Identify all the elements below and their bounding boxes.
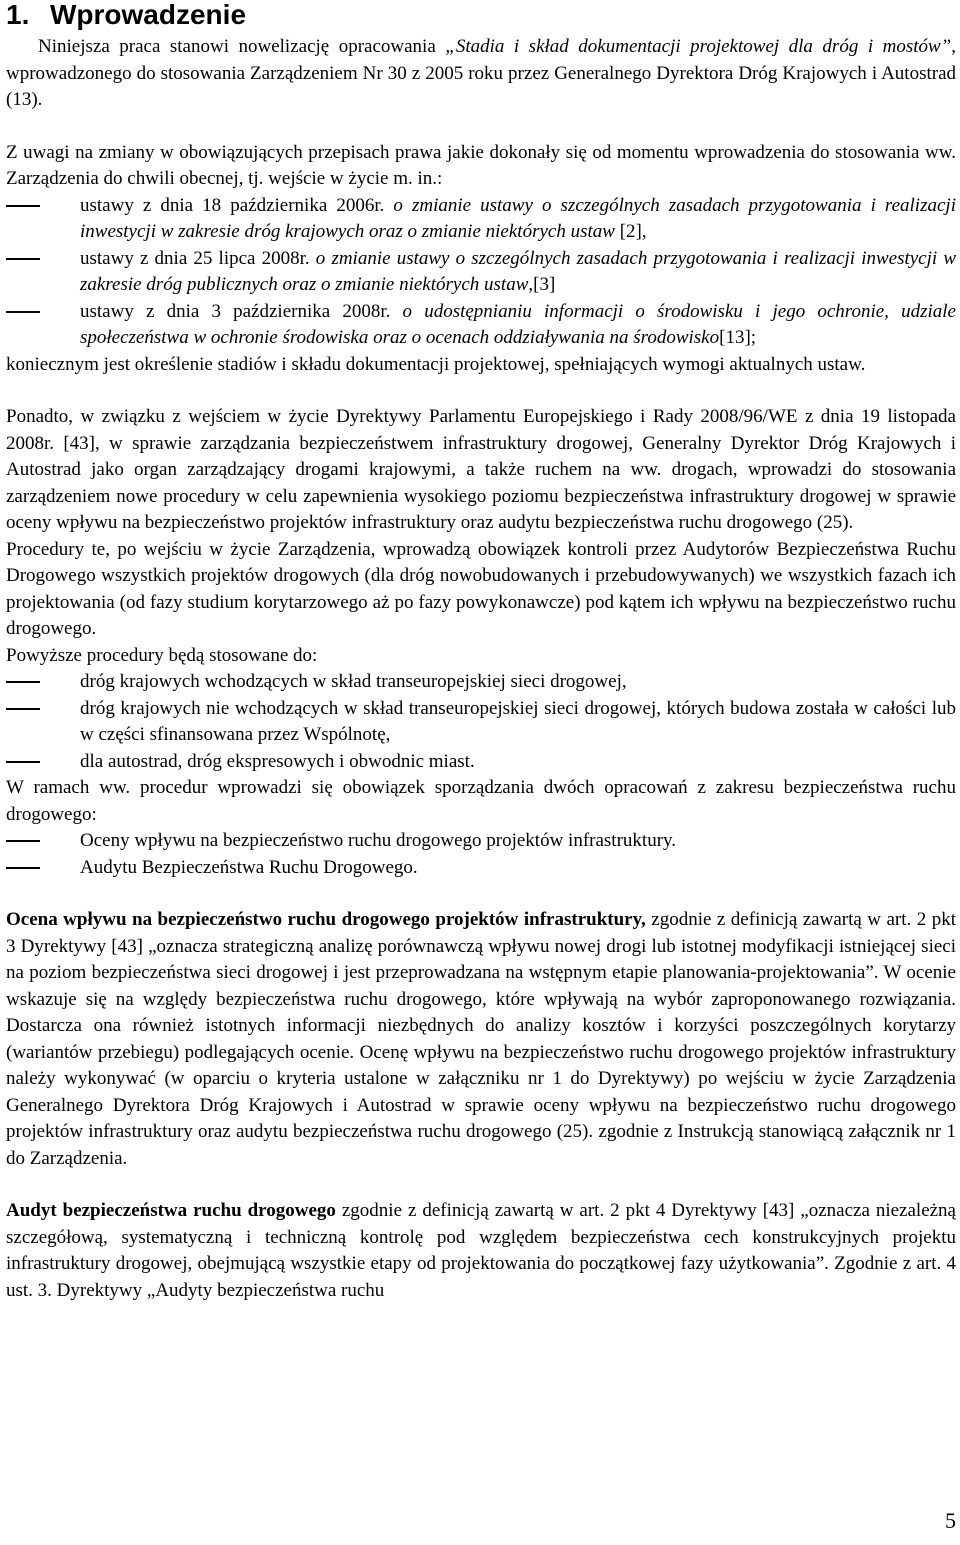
directive-paragraph-3: Powyższe procedury będą stosowane do: [6, 644, 318, 666]
laws-list [6, 193, 956, 352]
law-reference: [13]; [719, 327, 757, 348]
law-title: o zmianie ustawy o szczególnych zasadach przygotowania i realizacji inwestycji w zakresie dróg publicznych oraz o zmianie niektórych ustaw [80, 247, 956, 295]
section-number: 1. [6, 0, 30, 30]
directive-paragraph-2: Procedury te, po wejściu w życie Zarządzenia, wprowadzą obowiązek kontroli przez Audytorów Bezpieczeństwa Ruchu Drogowego wszystkich projektów drogowych (dla dróg nowobudowanych i przebudowywanych) we wszystkich fazach ich projektowania (od fazy studium korytarzowego aż po fazy powykonawcze) pod kątem ich wpływu na bezpieczeństwo ruchu drogowego. [6, 538, 956, 639]
dash-bullet-icon [6, 761, 40, 763]
assessment-term: Ocena wpływu na bezpieczeństwo ruchu drogowego projektów infrastruktury, [6, 909, 646, 930]
dash-bullet-icon [6, 708, 40, 710]
directive-paragraph-4: W ramach ww. procedur wprowadzi się obowiązek sporządzania dwóch opracowań z zakresu bezpieczeństwa ruchu drogowego: [6, 777, 956, 825]
law-title: o zmianie ustawy o szczególnych zasadach przygotowania i realizacji inwestycji w zakresie dróg krajowych oraz o zmianie niektórych ustaw [80, 194, 956, 242]
list-item-text: dróg krajowych nie wchodzących w skład transeuropejskiej sieci drogowej, których budowa została w całości lub w części sfinansowana przez Wspólnotę, [80, 697, 956, 745]
section-title: Wprowadzenie [50, 0, 247, 30]
section-heading [6, 0, 956, 34]
list-item [6, 193, 956, 246]
intro-paragraph-2: Z uwagi na zmiany w obowiązujących przepisach prawa jakie dokonały się od momentu wprowadzenia do stosowania ww. Zarządzenia do chwili obecnej, tj. wejście w życie m. in.: [6, 141, 956, 189]
law-date: ustawy z dnia 3 października 2008r. [80, 300, 403, 322]
list-item [6, 855, 956, 882]
dash-bullet-icon [6, 205, 40, 207]
assessment-definition: zgodnie z definicją zawartą w art. 2 pkt 3 Dyrektywy [43] „oznacza strategiczną analizę porównawczą wpływu nowej drogi lub istotnej modyfikacji istniejącej sieci na poziom bezpieczeństwa sieci drogowej i jest przeprowadzana na wstępnym etapie planowania-projektowania”. W ocenie wskazuje się na względy bezpieczeństwa ruchu drogowego, które wpływają na wybór zaproponowanego rozwiązania. Dostarcza ona również istotnych informacji niezbędnych do analizy kosztów i korzyści poszczególnych korytarzy (wariantów przebiegu) podlegających ocenie. Ocenę wpływu na bezpieczeństwo ruchu drogowego projektów infrastruktury należy wykonywać (w oparciu o kryteria ustalone w załączniku nr 1 do Dyrektywy) po wejściu w życie Zarządzenia Generalnego Dyrektora Dróg Krajowych i Autostrad w sprawie oceny wpływu na bezpieczeństwo ruchu drogowego projektów infrastruktury oraz audytu bezpieczeństwa ruchu drogowego (25). zgodnie z Instrukcją stanowiącą załącznik nr 1 do Zarządzenia. [6, 909, 956, 1169]
law-date: ustawy z dnia 18 października 2006r. [80, 194, 394, 216]
law-reference: [2], [614, 221, 647, 242]
intro-paragraph-3: koniecznym jest określenie stadiów i składu dokumentacji projektowej, spełniających wymogi aktualnych ustaw. [6, 353, 866, 375]
list-item [6, 246, 956, 299]
audit-paragraph [6, 1198, 956, 1304]
dash-bullet-icon [6, 311, 40, 313]
law-reference: ,[3] [528, 274, 556, 295]
directive-paragraph-1: Ponadto, w związku z wejściem w życie Dyrektywy Parlamentu Europejskiego i Rady 2008/96/WE z dnia 19 listopada 2008r. [43], w sprawie zarządzania bezpieczeństwem infrastruktury drogowej, Generalny Dyrektor Dróg Krajowych i Autostrad jako organ zarządzający drogami krajowymi, a także ruchem na ww. drogach, wprowadzi do stosowania zarządzeniem nowe procedury w celu zapewnienia wysokiego poziomu bezpieczeństwa infrastruktury drogowej w sprawie oceny wpływu na bezpieczeństwo projektów infrastruktury oraz audytu bezpieczeństwa ruchu drogowego (25). [6, 406, 956, 533]
intro-text-continued: , wprowadzonego do stosowania Zarządzeniem Nr 30 z 2005 roku przez Generalnego Dyrektora Dróg Krajowych i Autostrad (13). [6, 36, 956, 110]
list-item [6, 828, 956, 855]
dash-bullet-icon [6, 840, 40, 842]
list-item [6, 749, 956, 776]
list-item-text: Audytu Bezpieczeństwa Ruchu Drogowego. [80, 856, 418, 878]
studies-list [6, 828, 956, 881]
list-item [6, 696, 956, 749]
audit-definition: zgodnie z definicją zawartą w art. 2 pkt 4 Dyrektywy [43] „oznacza niezależną szczegółową, systematyczną i techniczną kontrolę pod względem bezpieczeństwa cech konstrukcyjnych projektu infrastruktury drogowej, obejmującą wszystkie etapy od projektowania do początkowej fazy użytkowania”. Zgodnie z art. 4 ust. 3. Dyrektywy „Audyty bezpieczeństwa ruchu [6, 1200, 956, 1301]
list-item-text: dróg krajowych wchodzących w skład transeuropejskiej sieci drogowej, [80, 671, 627, 692]
cited-title: „Stadia i skład dokumentacji projektowej dla dróg i mostów” [445, 36, 952, 57]
dash-bullet-icon [6, 867, 40, 869]
dash-bullet-icon [6, 258, 40, 260]
law-date: ustawy z dnia 25 lipca 2008r. [80, 247, 316, 269]
assessment-paragraph [6, 907, 956, 1172]
intro-text: Niniejsza praca stanowi nowelizację opracowania [38, 36, 446, 57]
law-title: o udostępnianiu informacji o środowisku i jego ochronie, udziale społeczeństwa w ochronie środowiska oraz o ocenach oddziaływania na środowisko [80, 300, 956, 348]
audit-term: Audyt bezpieczeństwa ruchu drogowego [6, 1200, 336, 1221]
document-page [6, 0, 956, 1304]
list-item-text: Oceny wpływu na bezpieczeństwo ruchu drogowego projektów infrastruktury. [80, 830, 677, 851]
list-item [6, 299, 956, 352]
intro-paragraph-1 [6, 34, 956, 114]
applies-to-list [6, 669, 956, 775]
dash-bullet-icon [6, 681, 40, 683]
page-number: 5 [945, 1508, 956, 1533]
list-item [6, 669, 956, 696]
list-item-text: dla autostrad, dróg ekspresowych i obwodnic miast. [80, 750, 475, 772]
